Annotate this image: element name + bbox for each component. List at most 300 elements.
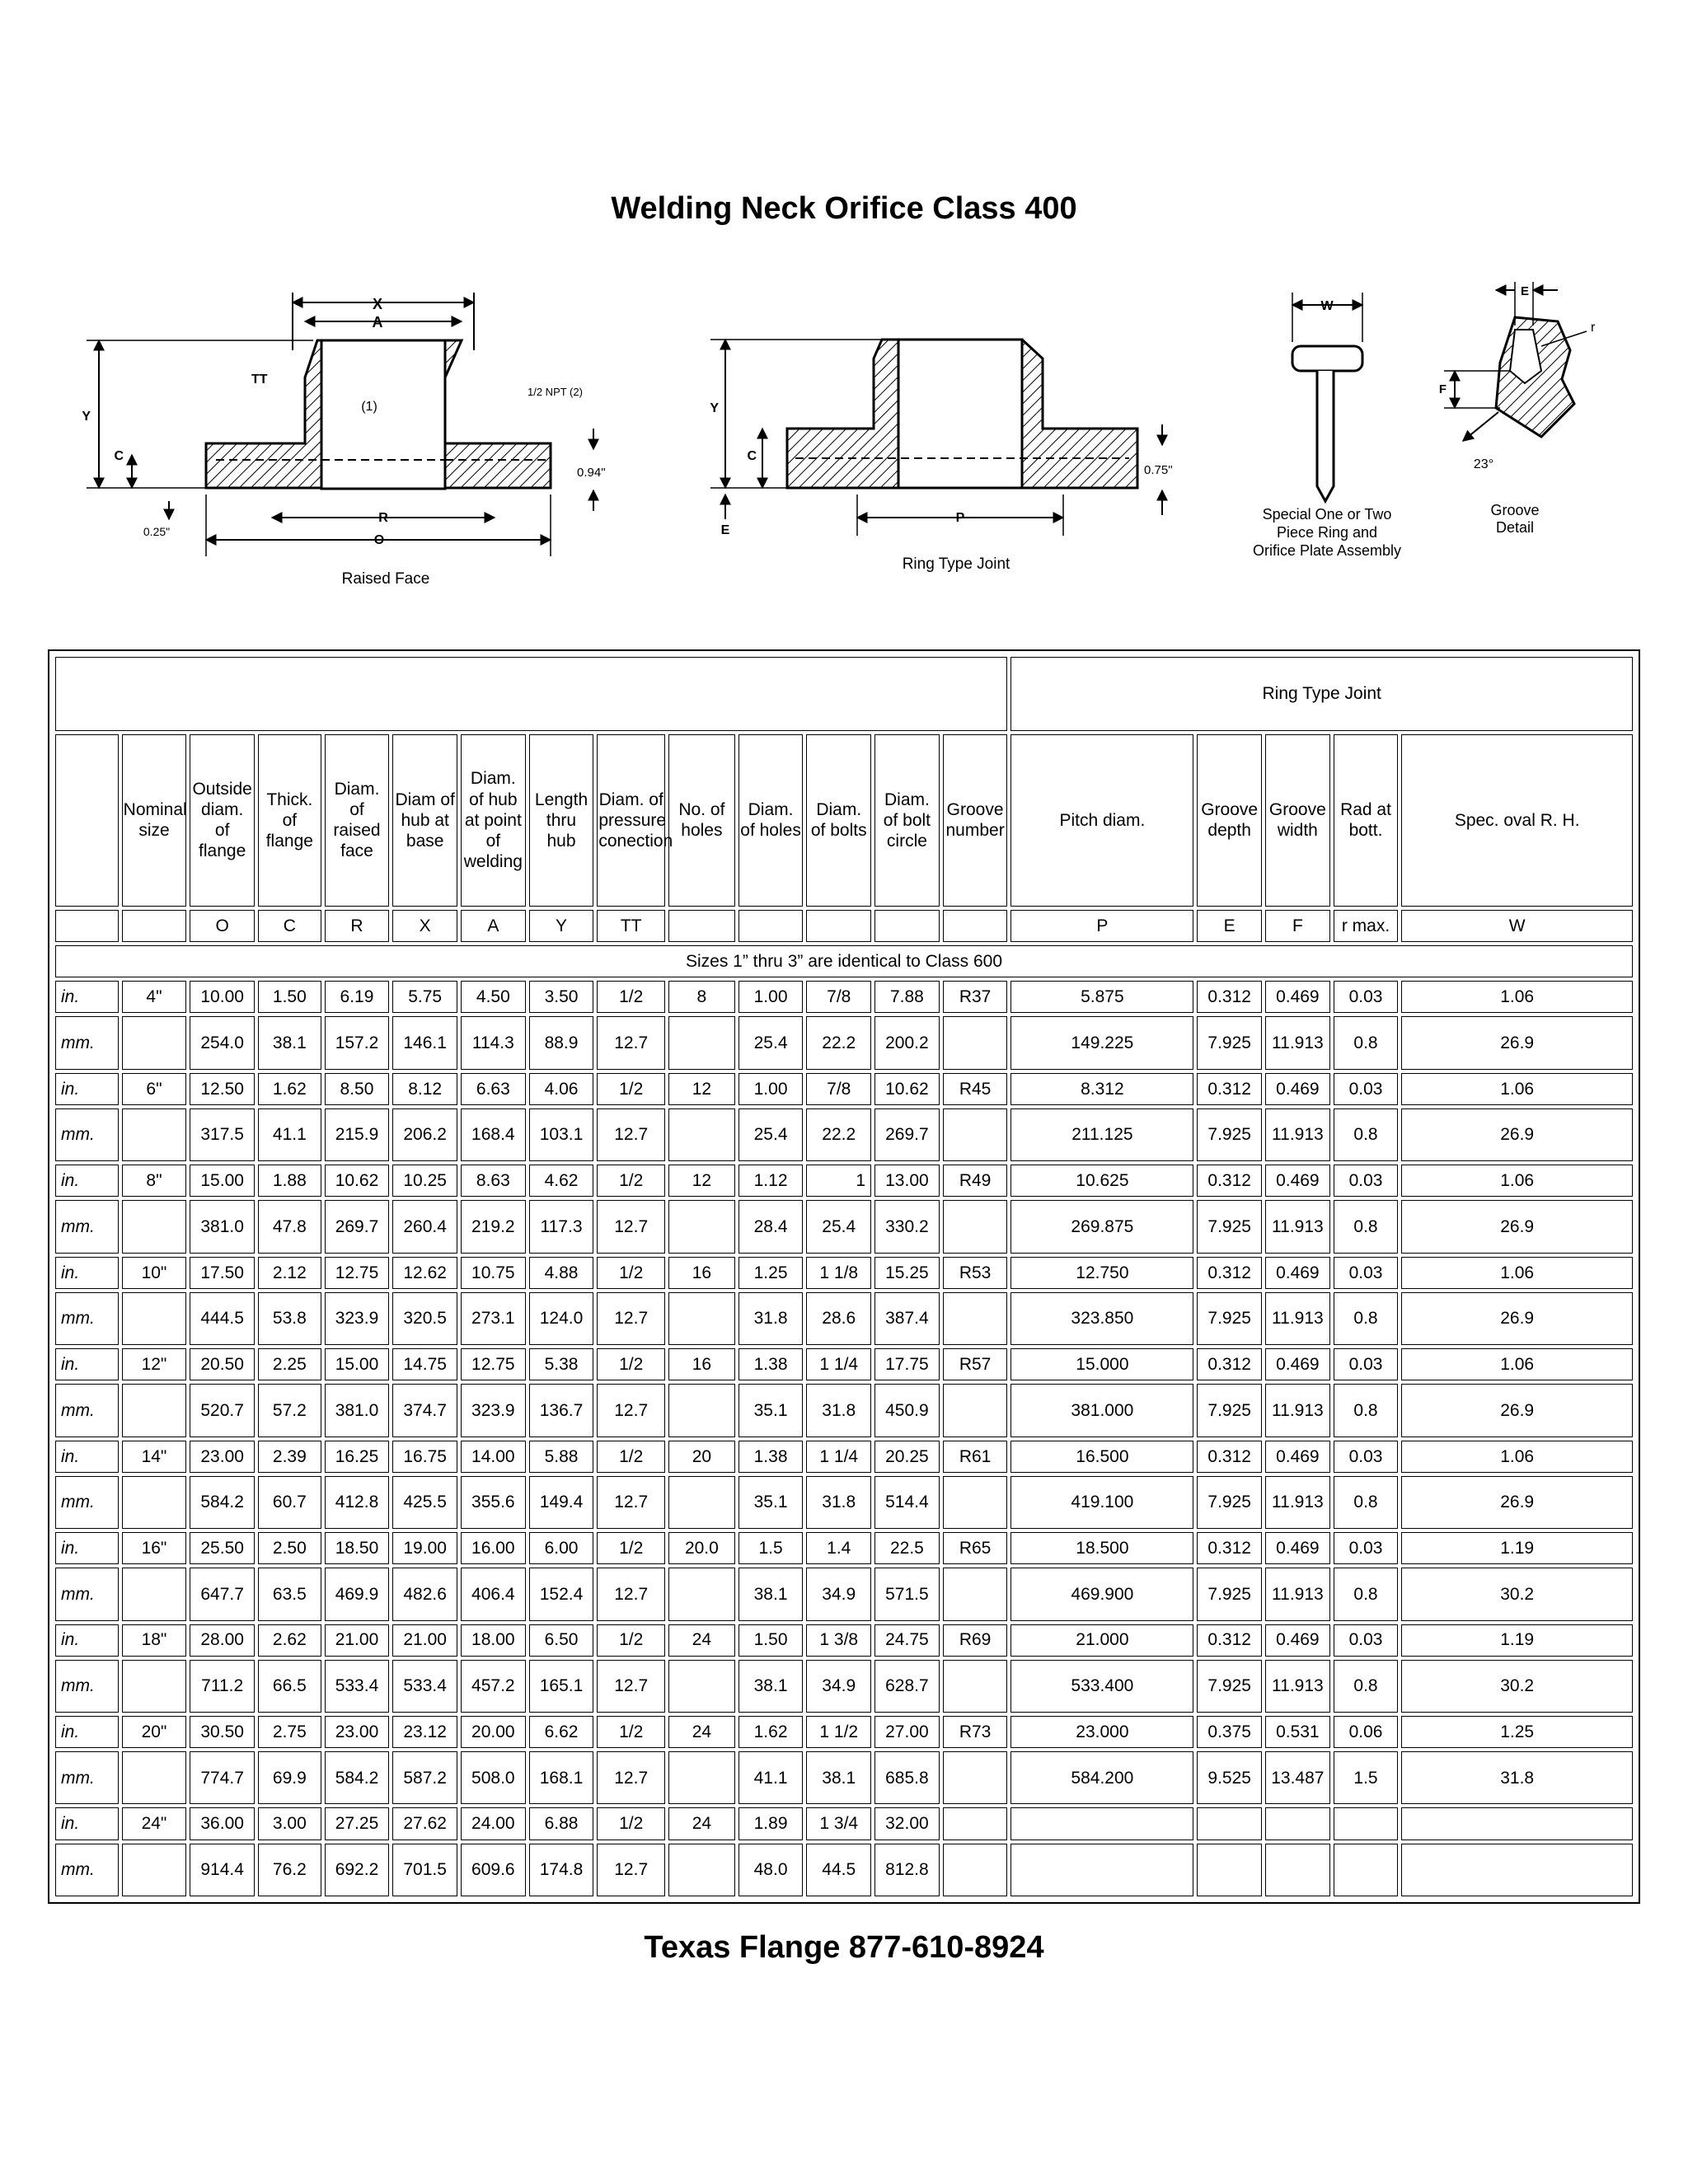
column-symbol-6: A (461, 910, 526, 942)
table-row (55, 1716, 1633, 1748)
table-cell: 609.6 (461, 1844, 526, 1896)
table-cell: 20.50 (190, 1348, 255, 1380)
table-cell: 60.7 (258, 1476, 321, 1529)
table-cell: 38.1 (738, 1568, 804, 1620)
table-cell: 26.9 (1401, 1016, 1633, 1069)
table-cell: 469.900 (1010, 1568, 1193, 1620)
column-header-4: Diam. of raised face (325, 734, 390, 907)
table-cell: 11.913 (1265, 1292, 1330, 1345)
table-cell: 1.06 (1401, 1441, 1633, 1473)
group-header-row (55, 657, 1633, 731)
table-cell: 20 (668, 1441, 735, 1473)
table-cell (1265, 1844, 1330, 1896)
table-cell: 17.50 (190, 1257, 255, 1289)
table-cell: 215.9 (325, 1108, 390, 1161)
column-symbol-13 (943, 910, 1008, 942)
table-cell: R61 (943, 1441, 1008, 1473)
table-cell: 10.62 (874, 1073, 940, 1105)
table-cell: R45 (943, 1073, 1008, 1105)
table-cell: 149.4 (529, 1476, 594, 1529)
table-cell (668, 1660, 735, 1713)
column-symbol-14: P (1010, 910, 1193, 942)
table-cell: 211.125 (1010, 1108, 1193, 1161)
column-symbol-12 (874, 910, 940, 942)
table-cell: 63.5 (258, 1568, 321, 1620)
table-cell: 7.925 (1197, 1108, 1262, 1161)
table-row (55, 1165, 1633, 1197)
column-symbol-10 (738, 910, 804, 942)
table-cell (122, 1660, 187, 1713)
table-cell: 0.375 (1197, 1716, 1262, 1748)
table-cell: 10.625 (1010, 1165, 1193, 1197)
table-cell: 28.4 (738, 1200, 804, 1253)
table-cell: 1 1/4 (806, 1348, 871, 1380)
column-header-10: Diam. of holes (738, 734, 804, 907)
table-row (55, 1292, 1633, 1345)
table-cell: 1.00 (738, 1073, 804, 1105)
table-cell: 69.9 (258, 1751, 321, 1804)
table-cell: 1 1/4 (806, 1441, 871, 1473)
table-cell: 88.9 (529, 1016, 594, 1069)
table-cell: 7.925 (1197, 1292, 1262, 1345)
table-cell: 11.913 (1265, 1568, 1330, 1620)
table-cell: 0.312 (1197, 1165, 1262, 1197)
group-header-blank (55, 657, 1007, 731)
table-cell: 5.88 (529, 1441, 594, 1473)
table-cell: 450.9 (874, 1384, 940, 1436)
table-cell: 381.0 (190, 1200, 255, 1253)
table-cell (943, 1807, 1008, 1840)
table-row (55, 1807, 1633, 1840)
table-cell: mm. (55, 1660, 119, 1713)
table-cell: 11.913 (1265, 1384, 1330, 1436)
table-cell (1334, 1807, 1399, 1840)
table-cell: 27.25 (325, 1807, 390, 1840)
column-symbol-3: C (258, 910, 321, 942)
table-cell: 4.62 (529, 1165, 594, 1197)
table-cell: 0.8 (1334, 1476, 1399, 1529)
table-cell: 6.88 (529, 1807, 594, 1840)
table-cell (1265, 1807, 1330, 1840)
table-cell: 1.89 (738, 1807, 804, 1840)
table-cell: 5.875 (1010, 981, 1193, 1013)
table-cell (122, 1476, 187, 1529)
table-cell: 53.8 (258, 1292, 321, 1345)
table-row (55, 1200, 1633, 1253)
column-symbol-18: W (1401, 910, 1633, 942)
raised-face-label-c: C (114, 449, 124, 463)
table-cell: 0.8 (1334, 1660, 1399, 1713)
table-cell: 11.913 (1265, 1660, 1330, 1713)
table-cell: 1.5 (1334, 1751, 1399, 1804)
symbol-row (55, 910, 1633, 942)
table-cell: 24.00 (461, 1807, 526, 1840)
table-cell: 206.2 (392, 1108, 457, 1161)
table-cell: 7.88 (874, 981, 940, 1013)
table-cell: 425.5 (392, 1476, 457, 1529)
table-cell: 0.8 (1334, 1384, 1399, 1436)
table-cell: 323.850 (1010, 1292, 1193, 1345)
table-cell: 6.19 (325, 981, 390, 1013)
table-cell: mm. (55, 1292, 119, 1345)
table-cell: 21.00 (325, 1624, 390, 1657)
table-cell (1010, 1844, 1193, 1896)
table-cell: in. (55, 1716, 119, 1748)
table-cell: 1 3/4 (806, 1807, 871, 1840)
table-cell: 8.312 (1010, 1073, 1193, 1105)
table-row (55, 1348, 1633, 1380)
table-cell: 1.50 (258, 981, 321, 1013)
table-cell: R69 (943, 1624, 1008, 1657)
column-symbol-15: E (1197, 910, 1262, 942)
table-cell: 19.00 (392, 1532, 457, 1564)
table-cell: 16 (668, 1257, 735, 1289)
table-cell: 48.0 (738, 1844, 804, 1896)
column-symbol-5: X (392, 910, 457, 942)
table-cell: 7/8 (806, 1073, 871, 1105)
table-cell: 330.2 (874, 1200, 940, 1253)
table-cell: 444.5 (190, 1292, 255, 1345)
table-cell: 10" (122, 1257, 187, 1289)
table-cell: 8.63 (461, 1165, 526, 1197)
table-cell: 12.7 (597, 1568, 665, 1620)
table-cell: 1 3/8 (806, 1624, 871, 1657)
table-cell: 0.8 (1334, 1108, 1399, 1161)
table-cell: 18.500 (1010, 1532, 1193, 1564)
table-cell: 41.1 (738, 1751, 804, 1804)
table-cell: 22.2 (806, 1108, 871, 1161)
table-cell (122, 1016, 187, 1069)
groove-caption-line-2: Detail (1495, 519, 1535, 536)
table-cell: 6.63 (461, 1073, 526, 1105)
table-cell: 1/2 (597, 1441, 665, 1473)
column-header-8: Diam. of pressure conection (597, 734, 665, 907)
table-cell: 0.312 (1197, 1257, 1262, 1289)
column-header-2: Outside diam. of flange (190, 734, 255, 907)
column-header-9: No. of holes (668, 734, 735, 907)
table-cell (668, 1292, 735, 1345)
table-cell: 28.00 (190, 1624, 255, 1657)
table-cell: 22.2 (806, 1016, 871, 1069)
table-cell: 1.38 (738, 1348, 804, 1380)
table-cell: 38.1 (738, 1660, 804, 1713)
column-symbol-9 (668, 910, 735, 942)
table-cell (1401, 1844, 1633, 1896)
table-cell: 1 (806, 1165, 871, 1197)
table-cell: 10.00 (190, 981, 255, 1013)
table-cell: 23.000 (1010, 1716, 1193, 1748)
rtj-label-p: P (955, 511, 965, 525)
table-cell: 12 (668, 1165, 735, 1197)
table-cell: 12.50 (190, 1073, 255, 1105)
column-header-3: Thick. of flange (258, 734, 321, 907)
table-cell: 584.2 (190, 1476, 255, 1529)
table-cell (943, 1476, 1008, 1529)
sizes-note: Sizes 1” thru 3” are identical to Class 600 (55, 945, 1633, 977)
table-cell: 711.2 (190, 1660, 255, 1713)
raised-face-label-094: 0.94" (577, 466, 606, 480)
table-cell: 16.75 (392, 1441, 457, 1473)
table-cell: 0.03 (1334, 1073, 1399, 1105)
table-cell: 12.7 (597, 1660, 665, 1713)
table-cell: 457.2 (461, 1660, 526, 1713)
table-cell: 23.00 (190, 1441, 255, 1473)
table-cell: 28.6 (806, 1292, 871, 1345)
table-cell: 26.9 (1401, 1476, 1633, 1529)
table-cell: 0.469 (1265, 1348, 1330, 1380)
table-cell: 12.7 (597, 1016, 665, 1069)
table-cell: 25.4 (738, 1108, 804, 1161)
table-cell: 41.1 (258, 1108, 321, 1161)
table-cell: 0.8 (1334, 1016, 1399, 1069)
table-cell: 12.7 (597, 1751, 665, 1804)
column-symbol-2: O (190, 910, 255, 942)
column-symbol-17: r max. (1334, 910, 1399, 942)
table-cell: 35.1 (738, 1476, 804, 1529)
table-cell: 157.2 (325, 1016, 390, 1069)
table-cell: 482.6 (392, 1568, 457, 1620)
table-row (55, 981, 1633, 1013)
table-cell: 76.2 (258, 1844, 321, 1896)
table-cell: 12.7 (597, 1844, 665, 1896)
table-cell: mm. (55, 1384, 119, 1436)
table-row (55, 1073, 1633, 1105)
table-cell (668, 1751, 735, 1804)
table-cell: 15.000 (1010, 1348, 1193, 1380)
table-cell: 1/2 (597, 1532, 665, 1564)
table-cell: in. (55, 981, 119, 1013)
table-cell: 44.5 (806, 1844, 871, 1896)
column-header-0 (55, 734, 119, 907)
raised-face-caption: Raised Face (341, 570, 430, 588)
table-cell: 18.50 (325, 1532, 390, 1564)
table-cell: 6.50 (529, 1624, 594, 1657)
table-cell: 1.06 (1401, 1165, 1633, 1197)
raised-face-label-a: A (372, 314, 383, 330)
table-cell: 21.00 (392, 1624, 457, 1657)
table-cell: 20.25 (874, 1441, 940, 1473)
table-cell: 7.925 (1197, 1200, 1262, 1253)
table-cell: in. (55, 1624, 119, 1657)
table-cell: 0.469 (1265, 981, 1330, 1013)
table-cell (668, 1200, 735, 1253)
table-cell (668, 1844, 735, 1896)
table-cell: 3.00 (258, 1807, 321, 1840)
table-cell (668, 1108, 735, 1161)
table-cell: 1.19 (1401, 1532, 1633, 1564)
table-cell: 103.1 (529, 1108, 594, 1161)
table-cell: 57.2 (258, 1384, 321, 1436)
table-cell: 2.12 (258, 1257, 321, 1289)
table-cell: 381.000 (1010, 1384, 1193, 1436)
table-row (55, 1751, 1633, 1804)
table-cell: 812.8 (874, 1844, 940, 1896)
raised-face-label-r: R (378, 511, 388, 525)
table-cell: 469.9 (325, 1568, 390, 1620)
table-cell: in. (55, 1257, 119, 1289)
table-cell (122, 1384, 187, 1436)
table-cell: 0.469 (1265, 1257, 1330, 1289)
table-cell: 0.312 (1197, 1073, 1262, 1105)
table-cell: 219.2 (461, 1200, 526, 1253)
column-header-row (55, 734, 1633, 907)
table-cell: 6.62 (529, 1716, 594, 1748)
table-cell: 0.312 (1197, 1441, 1262, 1473)
column-header-17: Rad at bott. (1334, 734, 1399, 907)
table-cell: 0.469 (1265, 1624, 1330, 1657)
table-cell: R37 (943, 981, 1008, 1013)
table-cell: 269.7 (325, 1200, 390, 1253)
table-cell: 15.00 (190, 1165, 255, 1197)
table-cell: 0.8 (1334, 1568, 1399, 1620)
table-cell: 320.5 (392, 1292, 457, 1345)
table-cell: 30.2 (1401, 1568, 1633, 1620)
assembly-caption-line-3: Orifice Plate Assembly (1252, 542, 1402, 559)
spec-table-frame (48, 649, 1640, 1904)
column-header-16: Groove width (1265, 734, 1330, 907)
table-cell: 0.03 (1334, 1257, 1399, 1289)
table-cell: 0.469 (1265, 1165, 1330, 1197)
table-cell: 20.00 (461, 1716, 526, 1748)
table-cell: 774.7 (190, 1751, 255, 1804)
table-cell (668, 1384, 735, 1436)
table-cell: 0.312 (1197, 1624, 1262, 1657)
table-cell: 1 1/2 (806, 1716, 871, 1748)
table-cell: 4.88 (529, 1257, 594, 1289)
page-title: Welding Neck Orifice Class 400 (611, 191, 1077, 226)
raised-face-label-025: 0.25" (143, 525, 171, 538)
table-cell: 1.88 (258, 1165, 321, 1197)
table-cell: 374.7 (392, 1384, 457, 1436)
table-cell: in. (55, 1441, 119, 1473)
table-cell: 10.62 (325, 1165, 390, 1197)
table-cell: 38.1 (806, 1751, 871, 1804)
table-cell: 533.4 (392, 1660, 457, 1713)
table-cell: 12.62 (392, 1257, 457, 1289)
table-cell (122, 1108, 187, 1161)
table-cell: 0.03 (1334, 1348, 1399, 1380)
table-row (55, 1016, 1633, 1069)
table-cell: in. (55, 1348, 119, 1380)
table-cell: 17.75 (874, 1348, 940, 1380)
column-symbol-8: TT (597, 910, 665, 942)
table-cell: 124.0 (529, 1292, 594, 1345)
table-cell: 0.8 (1334, 1200, 1399, 1253)
table-cell: 406.4 (461, 1568, 526, 1620)
table-cell: 7.925 (1197, 1476, 1262, 1529)
table-cell (122, 1568, 187, 1620)
table-cell: 24 (668, 1716, 735, 1748)
table-cell: 254.0 (190, 1016, 255, 1069)
table-cell: 533.400 (1010, 1660, 1193, 1713)
table-cell: 47.8 (258, 1200, 321, 1253)
table-cell: 6" (122, 1073, 187, 1105)
table-cell: 31.8 (806, 1384, 871, 1436)
column-header-12: Diam. of bolt circle (874, 734, 940, 907)
column-symbol-1 (122, 910, 187, 942)
rtj-caption: Ring Type Joint (902, 555, 1010, 573)
table-cell (943, 1200, 1008, 1253)
table-cell: 1/2 (597, 1073, 665, 1105)
table-cell: 66.5 (258, 1660, 321, 1713)
groove-label-f: F (1438, 382, 1447, 396)
table-cell: 12.75 (325, 1257, 390, 1289)
table-cell: 4.06 (529, 1073, 594, 1105)
table-cell: 387.4 (874, 1292, 940, 1345)
spec-table-body (55, 657, 1633, 1896)
table-cell: 587.2 (392, 1751, 457, 1804)
table-cell: 174.8 (529, 1844, 594, 1896)
table-row (55, 1108, 1633, 1161)
groove-detail-drawing (1439, 282, 1596, 536)
groove-label-r: r (1591, 321, 1596, 335)
table-cell: mm. (55, 1568, 119, 1620)
table-cell: 117.3 (529, 1200, 594, 1253)
table-cell: 692.2 (325, 1844, 390, 1896)
table-cell: 269.875 (1010, 1200, 1193, 1253)
table-cell: 0.312 (1197, 1532, 1262, 1564)
table-cell: mm. (55, 1844, 119, 1896)
table-cell: 165.1 (529, 1660, 594, 1713)
table-cell (943, 1016, 1008, 1069)
table-cell: 14.75 (392, 1348, 457, 1380)
table-cell: 1.62 (738, 1716, 804, 1748)
table-cell: 13.487 (1265, 1751, 1330, 1804)
table-cell: 14.00 (461, 1441, 526, 1473)
table-cell: 514.4 (874, 1476, 940, 1529)
table-cell: 30.2 (1401, 1660, 1633, 1713)
table-cell (943, 1660, 1008, 1713)
table-cell: 0.469 (1265, 1532, 1330, 1564)
table-row (55, 1476, 1633, 1529)
table-cell: 0.03 (1334, 1532, 1399, 1564)
table-cell: 269.7 (874, 1108, 940, 1161)
table-cell: 32.00 (874, 1807, 940, 1840)
table-cell: R57 (943, 1348, 1008, 1380)
raised-face-label-npt: 1/2 NPT (2) (528, 386, 583, 398)
table-cell: 25.4 (806, 1200, 871, 1253)
table-cell: 1.06 (1401, 1257, 1633, 1289)
table-cell: 1/2 (597, 981, 665, 1013)
table-cell: 584.200 (1010, 1751, 1193, 1804)
table-cell: 27.00 (874, 1716, 940, 1748)
raised-face-label-x: X (372, 296, 383, 312)
table-cell: 0.06 (1334, 1716, 1399, 1748)
table-cell: 30.50 (190, 1716, 255, 1748)
table-cell: 0.03 (1334, 1165, 1399, 1197)
table-cell: 8.12 (392, 1073, 457, 1105)
table-cell (668, 1476, 735, 1529)
table-cell: mm. (55, 1016, 119, 1069)
table-row (55, 1532, 1633, 1564)
ring-assembly-drawing (1253, 293, 1401, 559)
table-cell: 914.4 (190, 1844, 255, 1896)
table-cell: 1.38 (738, 1441, 804, 1473)
ring-type-joint-drawing (710, 340, 1172, 573)
table-cell: 1 1/8 (806, 1257, 871, 1289)
table-cell: 2.75 (258, 1716, 321, 1748)
table-cell: 26.9 (1401, 1108, 1633, 1161)
table-cell: 136.7 (529, 1384, 594, 1436)
table-cell: 152.4 (529, 1568, 594, 1620)
table-cell: 26.9 (1401, 1384, 1633, 1436)
table-cell: 9.525 (1197, 1751, 1262, 1804)
table-row (55, 1844, 1633, 1896)
table-cell: 24.75 (874, 1624, 940, 1657)
table-cell (943, 1568, 1008, 1620)
table-cell (943, 1384, 1008, 1436)
table-cell: 21.000 (1010, 1624, 1193, 1657)
